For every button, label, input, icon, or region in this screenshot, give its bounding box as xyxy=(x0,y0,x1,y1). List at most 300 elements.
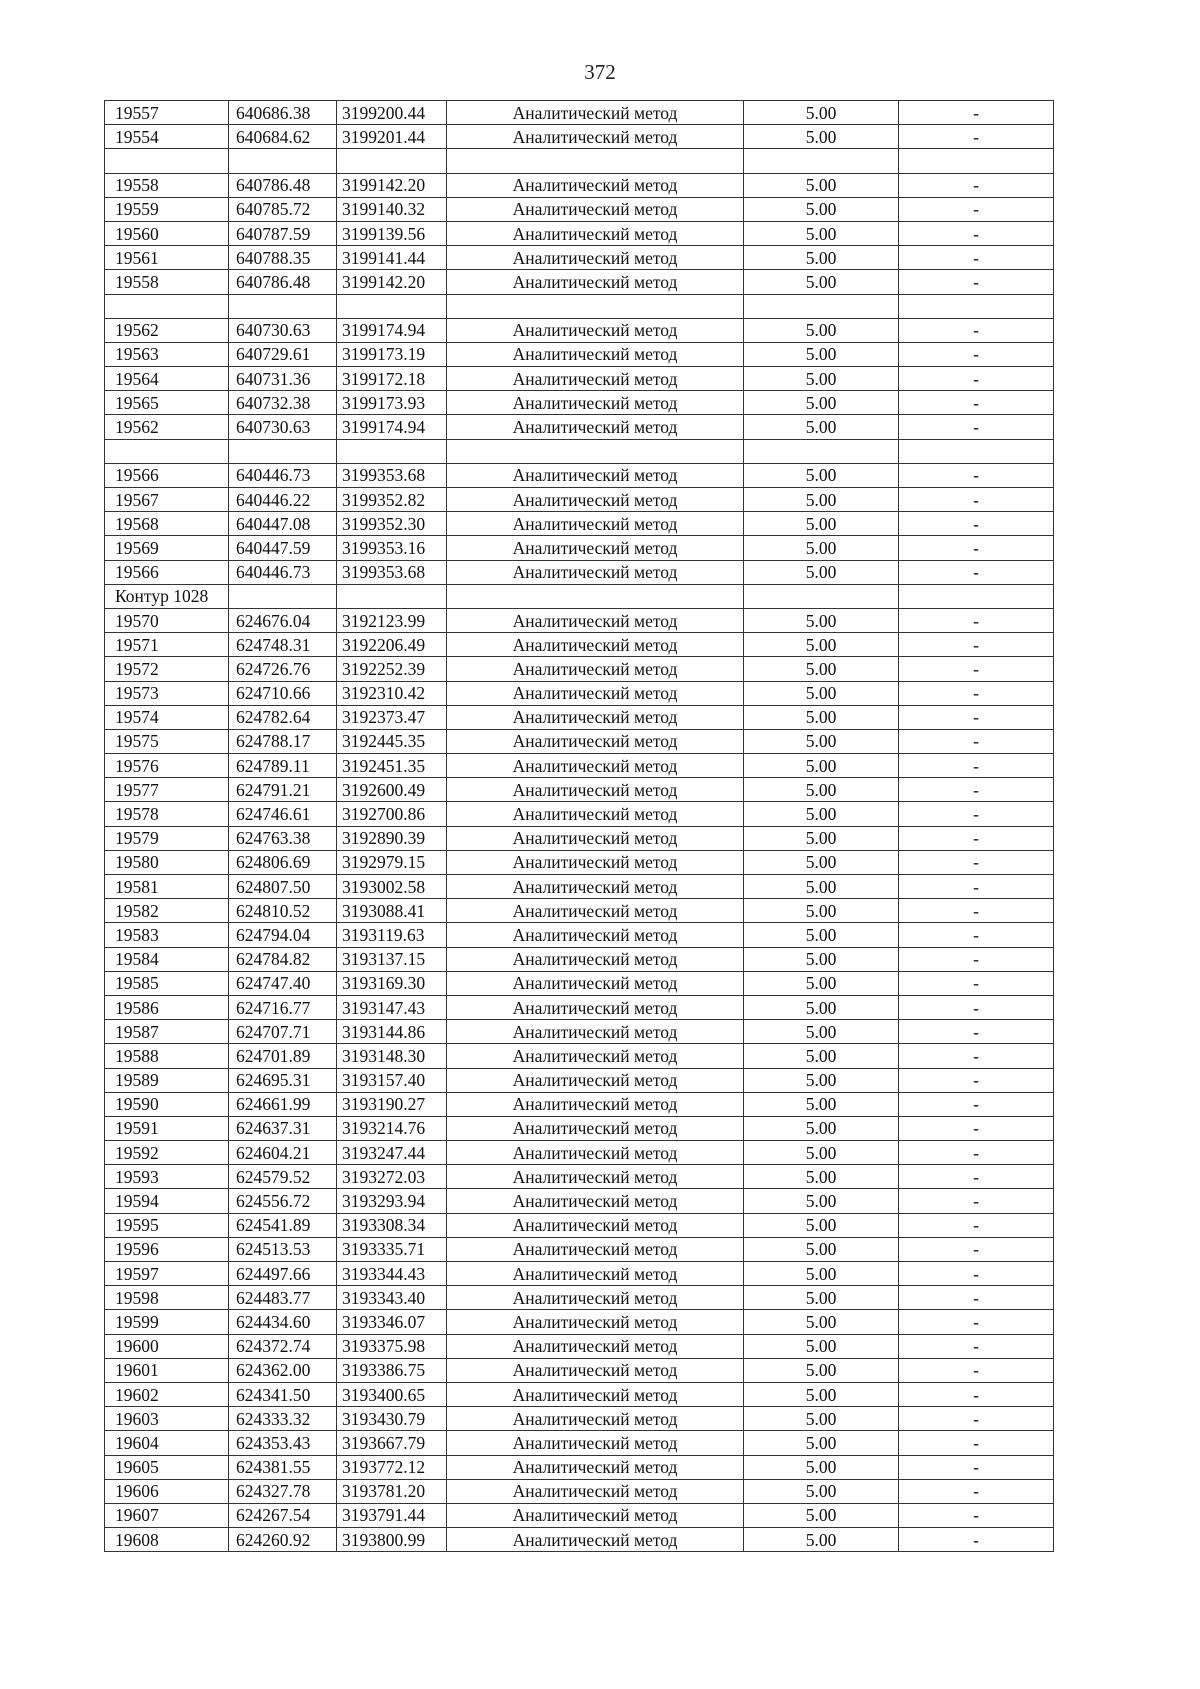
y-coordinate-cell: 3199200.44 xyxy=(337,101,447,125)
x-coordinate-cell: 624791.21 xyxy=(229,778,337,802)
table-row xyxy=(105,342,1054,366)
y-coordinate-cell: 3192206.49 xyxy=(337,633,447,657)
point-number-cell: 19598 xyxy=(105,1286,229,1310)
y-coordinate-cell: 3192700.86 xyxy=(337,802,447,826)
page-number: 372 xyxy=(584,60,616,84)
coordinates-table xyxy=(104,100,1054,1552)
table-row xyxy=(105,221,1054,245)
table-row xyxy=(105,1382,1054,1406)
x-coordinate-cell: 624381.55 xyxy=(229,1455,337,1479)
empty-cell xyxy=(229,584,337,608)
error-cell: 5.00 xyxy=(744,633,899,657)
x-coordinate-cell: 640446.22 xyxy=(229,488,337,512)
note-cell: - xyxy=(899,1286,1054,1310)
empty-cell xyxy=(899,584,1054,608)
method-cell: Аналитический метод xyxy=(447,512,744,536)
empty-cell xyxy=(744,584,899,608)
x-coordinate-cell: 624604.21 xyxy=(229,1141,337,1165)
error-cell: 5.00 xyxy=(744,1020,899,1044)
coordinates-table-body xyxy=(105,101,1054,1552)
error-cell: 5.00 xyxy=(744,1213,899,1237)
method-cell: Аналитический метод xyxy=(447,778,744,802)
x-coordinate-cell: 640729.61 xyxy=(229,342,337,366)
table-row xyxy=(105,1528,1054,1552)
note-cell: - xyxy=(899,512,1054,536)
error-cell: 5.00 xyxy=(744,1479,899,1503)
y-coordinate-cell: 3193119.63 xyxy=(337,923,447,947)
error-cell: 5.00 xyxy=(744,826,899,850)
note-cell: - xyxy=(899,318,1054,342)
note-cell: - xyxy=(899,657,1054,681)
error-cell: 5.00 xyxy=(744,1092,899,1116)
y-coordinate-cell: 3199173.93 xyxy=(337,391,447,415)
method-cell: Аналитический метод xyxy=(447,1455,744,1479)
point-number-cell: 19582 xyxy=(105,899,229,923)
empty-cell xyxy=(229,439,337,463)
table-row xyxy=(105,995,1054,1019)
point-number-cell: 19594 xyxy=(105,1189,229,1213)
point-number-cell: 19581 xyxy=(105,875,229,899)
x-coordinate-cell: 640684.62 xyxy=(229,125,337,149)
note-cell: - xyxy=(899,971,1054,995)
note-cell: - xyxy=(899,850,1054,874)
error-cell: 5.00 xyxy=(744,729,899,753)
error-cell: 5.00 xyxy=(744,1044,899,1068)
note-cell: - xyxy=(899,391,1054,415)
method-cell: Аналитический метод xyxy=(447,1020,744,1044)
method-cell: Аналитический метод xyxy=(447,923,744,947)
y-coordinate-cell: 3193157.40 xyxy=(337,1068,447,1092)
point-number-cell: 19608 xyxy=(105,1528,229,1552)
y-coordinate-cell: 3193144.86 xyxy=(337,1020,447,1044)
x-coordinate-cell: 624747.40 xyxy=(229,971,337,995)
point-number-cell: 19571 xyxy=(105,633,229,657)
error-cell: 5.00 xyxy=(744,754,899,778)
error-cell: 5.00 xyxy=(744,705,899,729)
y-coordinate-cell: 3193147.43 xyxy=(337,995,447,1019)
method-cell: Аналитический метод xyxy=(447,1310,744,1334)
point-number-cell: 19564 xyxy=(105,367,229,391)
table-row xyxy=(105,101,1054,125)
y-coordinate-cell: 3193667.79 xyxy=(337,1431,447,1455)
note-cell: - xyxy=(899,1479,1054,1503)
method-cell: Аналитический метод xyxy=(447,173,744,197)
method-cell: Аналитический метод xyxy=(447,1503,744,1527)
y-coordinate-cell: 3193800.99 xyxy=(337,1528,447,1552)
method-cell: Аналитический метод xyxy=(447,560,744,584)
point-number-cell: 19596 xyxy=(105,1237,229,1261)
error-cell: 5.00 xyxy=(744,947,899,971)
point-number-cell: 19595 xyxy=(105,1213,229,1237)
y-coordinate-cell: 3192310.42 xyxy=(337,681,447,705)
empty-cell xyxy=(337,584,447,608)
empty-cell xyxy=(447,439,744,463)
point-number-cell: 19558 xyxy=(105,270,229,294)
note-cell: - xyxy=(899,1431,1054,1455)
x-coordinate-cell: 624794.04 xyxy=(229,923,337,947)
method-cell: Аналитический метод xyxy=(447,1189,744,1213)
point-number-cell: 19588 xyxy=(105,1044,229,1068)
y-coordinate-cell: 3193375.98 xyxy=(337,1334,447,1358)
y-coordinate-cell: 3193386.75 xyxy=(337,1358,447,1382)
y-coordinate-cell: 3199353.68 xyxy=(337,560,447,584)
y-coordinate-cell: 3193148.30 xyxy=(337,1044,447,1068)
point-number-cell: 19604 xyxy=(105,1431,229,1455)
note-cell: - xyxy=(899,1237,1054,1261)
y-coordinate-cell: 3193772.12 xyxy=(337,1455,447,1479)
error-cell: 5.00 xyxy=(744,971,899,995)
x-coordinate-cell: 624707.71 xyxy=(229,1020,337,1044)
point-number-cell: 19599 xyxy=(105,1310,229,1334)
method-cell: Аналитический метод xyxy=(447,1334,744,1358)
method-cell: Аналитический метод xyxy=(447,197,744,221)
note-cell: - xyxy=(899,1262,1054,1286)
table-row xyxy=(105,560,1054,584)
note-cell: - xyxy=(899,1455,1054,1479)
method-cell: Аналитический метод xyxy=(447,1044,744,1068)
method-cell: Аналитический метод xyxy=(447,947,744,971)
note-cell: - xyxy=(899,101,1054,125)
point-number-cell: 19587 xyxy=(105,1020,229,1044)
point-number-cell: 19554 xyxy=(105,125,229,149)
table-row xyxy=(105,1165,1054,1189)
point-number-cell: 19562 xyxy=(105,415,229,439)
point-number-cell: 19584 xyxy=(105,947,229,971)
method-cell: Аналитический метод xyxy=(447,1479,744,1503)
error-cell: 5.00 xyxy=(744,1068,899,1092)
y-coordinate-cell: 3192890.39 xyxy=(337,826,447,850)
empty-cell xyxy=(105,439,229,463)
method-cell: Аналитический метод xyxy=(447,729,744,753)
x-coordinate-cell: 624716.77 xyxy=(229,995,337,1019)
table-row xyxy=(105,1431,1054,1455)
method-cell: Аналитический метод xyxy=(447,1068,744,1092)
point-number-cell: 19603 xyxy=(105,1407,229,1431)
empty-cell xyxy=(447,584,744,608)
error-cell: 5.00 xyxy=(744,1528,899,1552)
table-row xyxy=(105,1189,1054,1213)
note-cell: - xyxy=(899,342,1054,366)
error-cell: 5.00 xyxy=(744,995,899,1019)
y-coordinate-cell: 3199173.19 xyxy=(337,342,447,366)
point-number-cell: 19566 xyxy=(105,463,229,487)
method-cell: Аналитический метод xyxy=(447,1262,744,1286)
point-number-cell: 19568 xyxy=(105,512,229,536)
point-number-cell: 19597 xyxy=(105,1262,229,1286)
point-number-cell: 19607 xyxy=(105,1503,229,1527)
error-cell: 5.00 xyxy=(744,923,899,947)
empty-cell xyxy=(337,294,447,318)
table-row xyxy=(105,1020,1054,1044)
table-row xyxy=(105,1407,1054,1431)
note-cell: - xyxy=(899,729,1054,753)
table-row xyxy=(105,947,1054,971)
empty-cell xyxy=(229,294,337,318)
point-number-cell: 19583 xyxy=(105,923,229,947)
point-number-cell: 19606 xyxy=(105,1479,229,1503)
x-coordinate-cell: 624746.61 xyxy=(229,802,337,826)
method-cell: Аналитический метод xyxy=(447,1165,744,1189)
table-row xyxy=(105,971,1054,995)
x-coordinate-cell: 624353.43 xyxy=(229,1431,337,1455)
point-number-cell: 19559 xyxy=(105,197,229,221)
y-coordinate-cell: 3193088.41 xyxy=(337,899,447,923)
table-row xyxy=(105,173,1054,197)
note-cell: - xyxy=(899,1141,1054,1165)
y-coordinate-cell: 3193791.44 xyxy=(337,1503,447,1527)
table-row xyxy=(105,391,1054,415)
point-number-cell: 19563 xyxy=(105,342,229,366)
method-cell: Аналитический метод xyxy=(447,415,744,439)
method-cell: Аналитический метод xyxy=(447,681,744,705)
table-row xyxy=(105,802,1054,826)
table-row xyxy=(105,1116,1054,1140)
method-cell: Аналитический метод xyxy=(447,342,744,366)
point-number-cell: 19592 xyxy=(105,1141,229,1165)
y-coordinate-cell: 3193781.20 xyxy=(337,1479,447,1503)
method-cell: Аналитический метод xyxy=(447,270,744,294)
note-cell: - xyxy=(899,560,1054,584)
x-coordinate-cell: 624497.66 xyxy=(229,1262,337,1286)
point-number-cell: 19580 xyxy=(105,850,229,874)
table-row xyxy=(105,536,1054,560)
note-cell: - xyxy=(899,1092,1054,1116)
method-cell: Аналитический метод xyxy=(447,899,744,923)
point-number-cell: 19558 xyxy=(105,173,229,197)
table-row xyxy=(105,318,1054,342)
x-coordinate-cell: 624661.99 xyxy=(229,1092,337,1116)
table-row xyxy=(105,367,1054,391)
y-coordinate-cell: 3192373.47 xyxy=(337,705,447,729)
error-cell: 5.00 xyxy=(744,1165,899,1189)
method-cell: Аналитический метод xyxy=(447,705,744,729)
method-cell: Аналитический метод xyxy=(447,391,744,415)
y-coordinate-cell: 3199174.94 xyxy=(337,415,447,439)
x-coordinate-cell: 624260.92 xyxy=(229,1528,337,1552)
method-cell: Аналитический метод xyxy=(447,971,744,995)
table-row xyxy=(105,875,1054,899)
error-cell: 5.00 xyxy=(744,318,899,342)
y-coordinate-cell: 3193190.27 xyxy=(337,1092,447,1116)
x-coordinate-cell: 624541.89 xyxy=(229,1213,337,1237)
y-coordinate-cell: 3193344.43 xyxy=(337,1262,447,1286)
x-coordinate-cell: 624483.77 xyxy=(229,1286,337,1310)
error-cell: 5.00 xyxy=(744,101,899,125)
y-coordinate-cell: 3192252.39 xyxy=(337,657,447,681)
empty-cell xyxy=(229,149,337,173)
error-cell: 5.00 xyxy=(744,197,899,221)
note-cell: - xyxy=(899,754,1054,778)
method-cell: Аналитический метод xyxy=(447,1382,744,1406)
method-cell: Аналитический метод xyxy=(447,754,744,778)
table-row xyxy=(105,657,1054,681)
x-coordinate-cell: 624788.17 xyxy=(229,729,337,753)
y-coordinate-cell: 3192445.35 xyxy=(337,729,447,753)
y-coordinate-cell: 3193247.44 xyxy=(337,1141,447,1165)
table-row xyxy=(105,1092,1054,1116)
error-cell: 5.00 xyxy=(744,415,899,439)
method-cell: Аналитический метод xyxy=(447,463,744,487)
table-row xyxy=(105,125,1054,149)
y-coordinate-cell: 3199141.44 xyxy=(337,246,447,270)
x-coordinate-cell: 624789.11 xyxy=(229,754,337,778)
note-cell: - xyxy=(899,1382,1054,1406)
method-cell: Аналитический метод xyxy=(447,1141,744,1165)
x-coordinate-cell: 640732.38 xyxy=(229,391,337,415)
point-number-cell: 19574 xyxy=(105,705,229,729)
y-coordinate-cell: 3199142.20 xyxy=(337,173,447,197)
note-cell: - xyxy=(899,463,1054,487)
x-coordinate-cell: 640686.38 xyxy=(229,101,337,125)
x-coordinate-cell: 624341.50 xyxy=(229,1382,337,1406)
table-row xyxy=(105,488,1054,512)
empty-cell xyxy=(899,294,1054,318)
note-cell: - xyxy=(899,367,1054,391)
error-cell: 5.00 xyxy=(744,560,899,584)
table-row xyxy=(105,1237,1054,1261)
table-row xyxy=(105,923,1054,947)
note-cell: - xyxy=(899,1165,1054,1189)
y-coordinate-cell: 3199172.18 xyxy=(337,367,447,391)
x-coordinate-cell: 624782.64 xyxy=(229,705,337,729)
table-row xyxy=(105,850,1054,874)
note-cell: - xyxy=(899,802,1054,826)
method-cell: Аналитический метод xyxy=(447,1286,744,1310)
x-coordinate-cell: 640786.48 xyxy=(229,270,337,294)
y-coordinate-cell: 3199140.32 xyxy=(337,197,447,221)
note-cell: - xyxy=(899,633,1054,657)
point-number-cell: 19586 xyxy=(105,995,229,1019)
point-number-cell: 19562 xyxy=(105,318,229,342)
table-row xyxy=(105,754,1054,778)
error-cell: 5.00 xyxy=(744,1237,899,1261)
y-coordinate-cell: 3199174.94 xyxy=(337,318,447,342)
y-coordinate-cell: 3193293.94 xyxy=(337,1189,447,1213)
error-cell: 5.00 xyxy=(744,802,899,826)
y-coordinate-cell: 3193343.40 xyxy=(337,1286,447,1310)
note-cell: - xyxy=(899,1407,1054,1431)
y-coordinate-cell: 3192451.35 xyxy=(337,754,447,778)
y-coordinate-cell: 3192123.99 xyxy=(337,608,447,632)
point-number-cell: 19567 xyxy=(105,488,229,512)
y-coordinate-cell: 3192600.49 xyxy=(337,778,447,802)
empty-cell xyxy=(899,149,1054,173)
point-number-cell: 19561 xyxy=(105,246,229,270)
error-cell: 5.00 xyxy=(744,1310,899,1334)
error-cell: 5.00 xyxy=(744,608,899,632)
note-cell: - xyxy=(899,1044,1054,1068)
note-cell: - xyxy=(899,197,1054,221)
method-cell: Аналитический метод xyxy=(447,1358,744,1382)
table-row xyxy=(105,826,1054,850)
error-cell: 5.00 xyxy=(744,1262,899,1286)
error-cell: 5.00 xyxy=(744,1503,899,1527)
error-cell: 5.00 xyxy=(744,270,899,294)
table-row xyxy=(105,899,1054,923)
point-number-cell: 19600 xyxy=(105,1334,229,1358)
note-cell: - xyxy=(899,923,1054,947)
table-row xyxy=(105,463,1054,487)
note-cell: - xyxy=(899,173,1054,197)
method-cell: Аналитический метод xyxy=(447,367,744,391)
point-number-cell: 19565 xyxy=(105,391,229,415)
error-cell: 5.00 xyxy=(744,125,899,149)
table-row xyxy=(105,415,1054,439)
error-cell: 5.00 xyxy=(744,850,899,874)
error-cell: 5.00 xyxy=(744,391,899,415)
x-coordinate-cell: 624710.66 xyxy=(229,681,337,705)
x-coordinate-cell: 624434.60 xyxy=(229,1310,337,1334)
contour-label: Контур 1028 xyxy=(105,584,229,608)
x-coordinate-cell: 624362.00 xyxy=(229,1358,337,1382)
point-number-cell: 19573 xyxy=(105,681,229,705)
table-row xyxy=(105,1262,1054,1286)
table-row xyxy=(105,1479,1054,1503)
point-number-cell: 19593 xyxy=(105,1165,229,1189)
error-cell: 5.00 xyxy=(744,1189,899,1213)
x-coordinate-cell: 640785.72 xyxy=(229,197,337,221)
method-cell: Аналитический метод xyxy=(447,608,744,632)
method-cell: Аналитический метод xyxy=(447,633,744,657)
method-cell: Аналитический метод xyxy=(447,1116,744,1140)
x-coordinate-cell: 624513.53 xyxy=(229,1237,337,1261)
point-number-cell: 19590 xyxy=(105,1092,229,1116)
point-number-cell: 19575 xyxy=(105,729,229,753)
x-coordinate-cell: 624695.31 xyxy=(229,1068,337,1092)
error-cell: 5.00 xyxy=(744,536,899,560)
note-cell: - xyxy=(899,608,1054,632)
x-coordinate-cell: 640446.73 xyxy=(229,560,337,584)
point-number-cell: 19605 xyxy=(105,1455,229,1479)
y-coordinate-cell: 3199201.44 xyxy=(337,125,447,149)
x-coordinate-cell: 624784.82 xyxy=(229,947,337,971)
point-number-cell: 19569 xyxy=(105,536,229,560)
table-row xyxy=(105,1286,1054,1310)
error-cell: 5.00 xyxy=(744,488,899,512)
table-row xyxy=(105,778,1054,802)
note-cell: - xyxy=(899,826,1054,850)
y-coordinate-cell: 3193272.03 xyxy=(337,1165,447,1189)
error-cell: 5.00 xyxy=(744,221,899,245)
table-row xyxy=(105,197,1054,221)
error-cell: 5.00 xyxy=(744,681,899,705)
error-cell: 5.00 xyxy=(744,512,899,536)
method-cell: Аналитический метод xyxy=(447,536,744,560)
note-cell: - xyxy=(899,1358,1054,1382)
table-row xyxy=(105,1503,1054,1527)
point-number-cell: 19601 xyxy=(105,1358,229,1382)
y-coordinate-cell: 3193002.58 xyxy=(337,875,447,899)
x-coordinate-cell: 640731.36 xyxy=(229,367,337,391)
note-cell: - xyxy=(899,1020,1054,1044)
y-coordinate-cell: 3199352.30 xyxy=(337,512,447,536)
point-number-cell: 19560 xyxy=(105,221,229,245)
x-coordinate-cell: 624676.04 xyxy=(229,608,337,632)
table-row xyxy=(105,608,1054,632)
note-cell: - xyxy=(899,1528,1054,1552)
error-cell: 5.00 xyxy=(744,899,899,923)
note-cell: - xyxy=(899,681,1054,705)
table-row xyxy=(105,681,1054,705)
x-coordinate-cell: 640446.73 xyxy=(229,463,337,487)
method-cell: Аналитический метод xyxy=(447,826,744,850)
error-cell: 5.00 xyxy=(744,1116,899,1140)
empty-cell xyxy=(447,149,744,173)
method-cell: Аналитический метод xyxy=(447,850,744,874)
x-coordinate-cell: 640447.08 xyxy=(229,512,337,536)
method-cell: Аналитический метод xyxy=(447,1431,744,1455)
method-cell: Аналитический метод xyxy=(447,995,744,1019)
